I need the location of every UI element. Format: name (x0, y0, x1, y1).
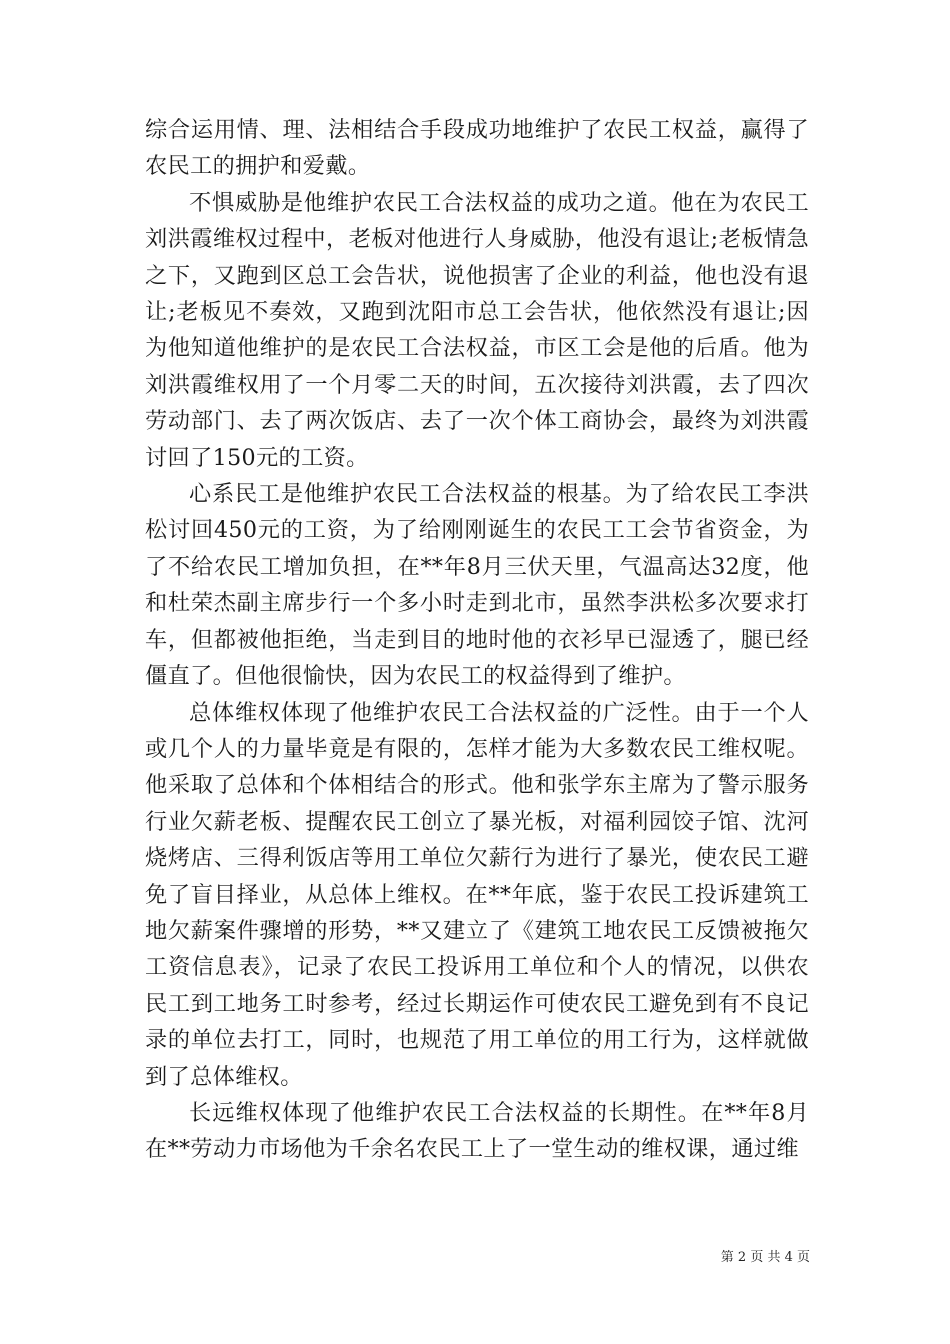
paragraph-caring-for-workers: 心系民工是他维护农民工合法权益的根基。为了给农民工李洪松讨回450元的工资，为了给刚刚诞生的农民工工会节省资金，为了不给农民工增加负担，在**年8月三伏天里，气温高达32度，他和杜荣杰副主席步行一个多小时走到北市，虽然李洪松多次要求打车，但都被他拒绝，当走到目的地时他的衣衫早已湿透了，腿已经僵直了。但他很愉快，因为农民工的权益得到了维护。 (145, 481, 809, 690)
paragraph-no-fear-of-threats: 不惧威胁是他维护农民工合法权益的成功之道。他在为农民工刘洪霞维权过程中，老板对他进行人身威胁，他没有退让;老板情急之下，又跑到区总工会告状，说他损害了企业的利益，他也没有退让;老板见不奏效，又跑到沈阳市总工会告状，他依然没有退让;因为他知道他维护的是农民工合法权益，市区工会是他的后盾。他为刘洪霞维权用了一个月零二天的时间，五次接待刘洪霞，去了四次劳动部门、去了两次饭店、去了一次个体工商协会，最终为刘洪霞讨回了150元的工资。 (145, 189, 809, 471)
page-number-footer: 第 2 页 共 4 页 (720, 1250, 810, 1265)
paragraph-overall-rights: 总体维权体现了他维护农民工合法权益的广泛性。由于一个人或几个人的力量毕竟是有限的，怎样才能为大多数农民工维权呢。他采取了总体和个体相结合的形式。他和张学东主席为了警示服务行业欠薪老板、提醒农民工创立了暴光板，对福利园饺子馆、沈河烧烤店、三得利饭店等用工单位欠薪行为进行了暴光，使农民工避免了盲目择业，从总体上维权。在**年底，鉴于农民工投诉建筑工地欠薪案件骤增的形势，**又建立了《建筑工地农民工反馈被拖欠工资信息表》，记录了农民工投诉用工单位和个人的情况，以供农民工到工地务工时参考，经过长期运作可使农民工避免到有不良记录的单位去打工，同时，也规范了用工单位的用工行为，这样就做到了总体维权。 (145, 699, 809, 1090)
document-body (145, 112, 809, 1168)
paragraph-long-term-rights: 长远维权体现了他维护农民工合法权益的长期性。在**年8月在**劳动力市场他为千余名农民工上了一堂生动的维权课，通过维 (145, 1099, 809, 1163)
paragraph-continuation: 综合运用情、理、法相结合手段成功地维护了农民工权益，赢得了农民工的拥护和爱戴。 (145, 117, 809, 180)
